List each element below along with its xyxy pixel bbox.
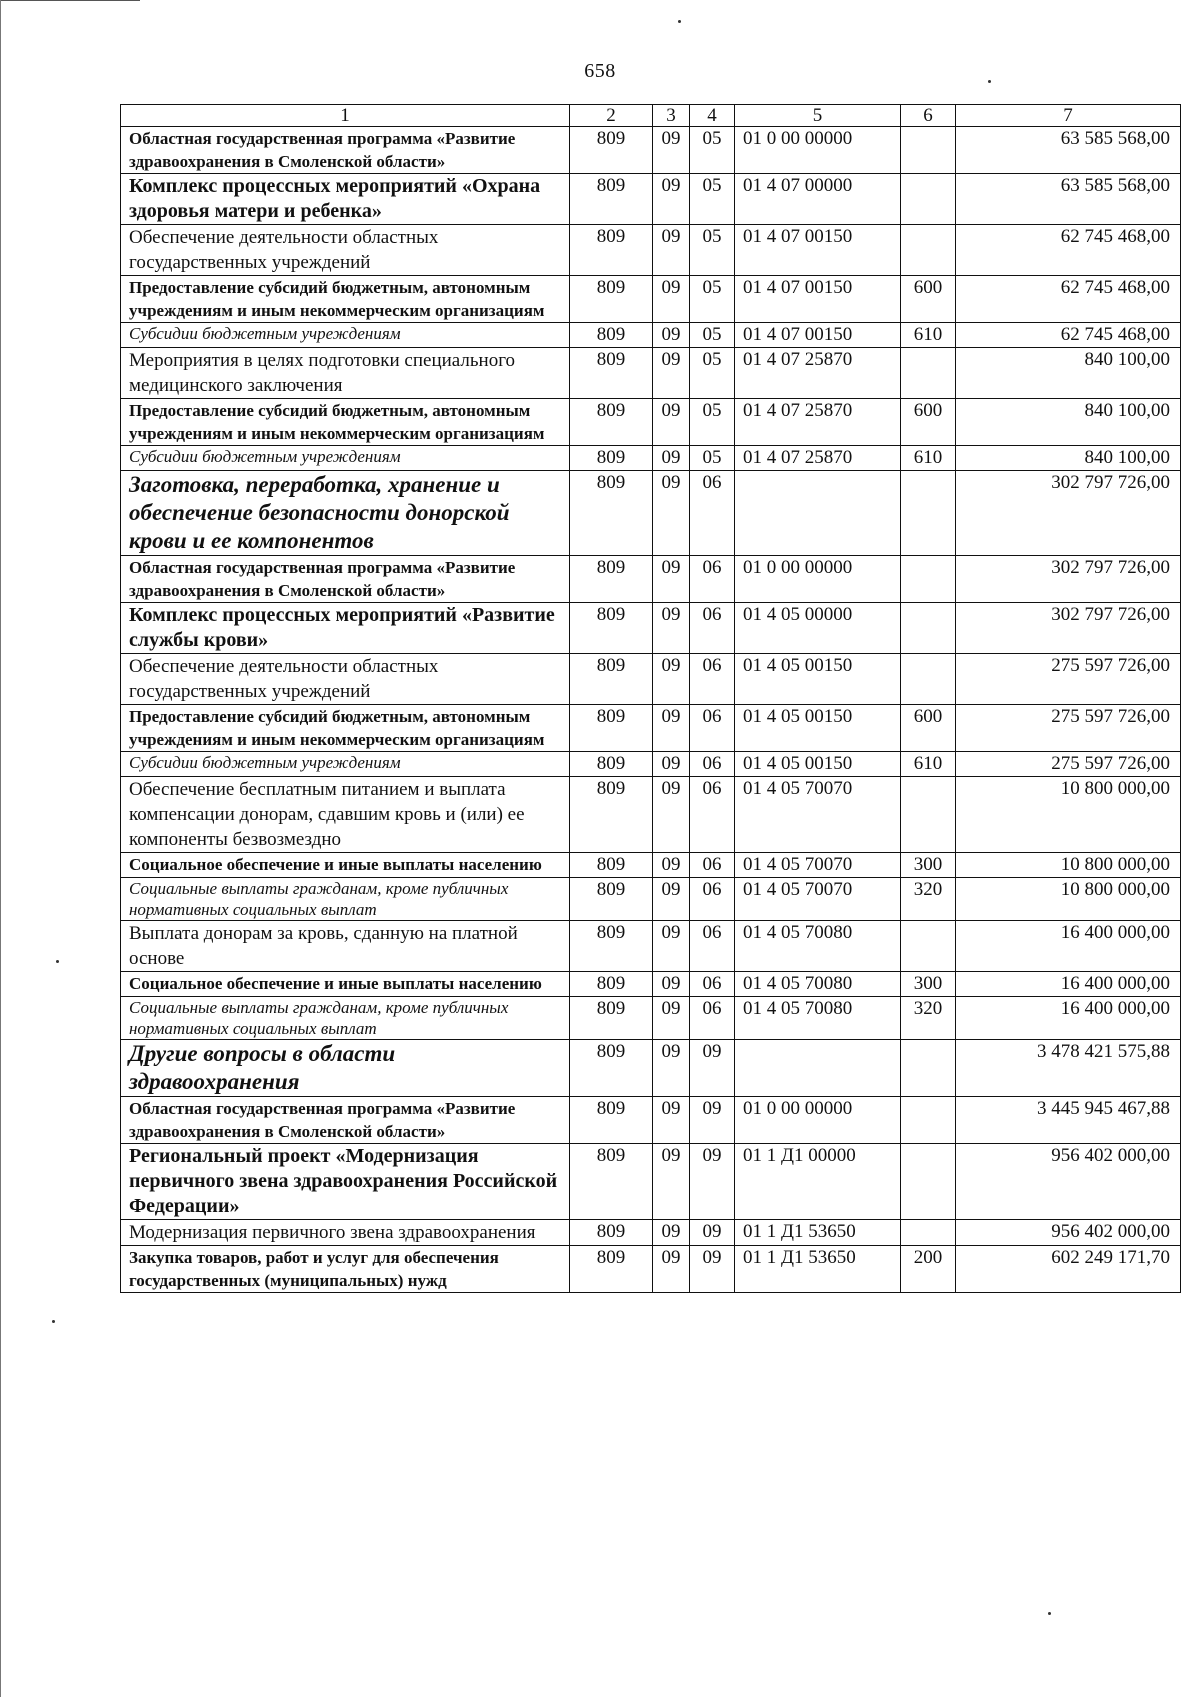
column-header: 2 [570, 105, 653, 127]
row-target-code: 01 0 00 00000 [735, 556, 901, 603]
table-row [121, 752, 1181, 777]
row-name-cell: Социальное обеспечение и иные выплаты населению [121, 853, 570, 878]
row-target-code: 01 4 05 00150 [735, 654, 901, 705]
row-subsection-code: 05 [690, 323, 735, 348]
row-section-code: 09 [653, 348, 690, 399]
row-expense-type [901, 603, 956, 654]
row-name-cell: Социальное обеспечение и иные выплаты населению [121, 972, 570, 997]
row-expense-type: 300 [901, 853, 956, 878]
row-subsection-code: 06 [690, 471, 735, 556]
row-amount: 63 585 568,00 [956, 174, 1181, 225]
row-amount: 16 400 000,00 [956, 972, 1181, 997]
row-amount: 3 478 421 575,88 [956, 1040, 1181, 1097]
row-target-code: 01 0 00 00000 [735, 127, 901, 174]
table-row [121, 127, 1181, 174]
table-row [121, 323, 1181, 348]
row-expense-type: 600 [901, 399, 956, 446]
row-name-cell: Областная государственная программа «Развитие здравоохранения в Смоленской области» [121, 127, 570, 174]
row-subsection-code: 09 [690, 1246, 735, 1293]
row-name-cell: Комплекс процессных мероприятий «Охрана здоровья матери и ребенка» [121, 174, 570, 225]
row-name-cell: Мероприятия в целях подготовки специального медицинского заключения [121, 348, 570, 399]
row-admin-code: 809 [570, 921, 653, 972]
row-amount: 275 597 726,00 [956, 752, 1181, 777]
row-expense-type [901, 471, 956, 556]
table-row [121, 878, 1181, 921]
row-subsection-code: 05 [690, 399, 735, 446]
row-expense-type [901, 225, 956, 276]
row-section-code: 09 [653, 276, 690, 323]
row-admin-code: 809 [570, 1220, 653, 1246]
row-section-code: 09 [653, 225, 690, 276]
row-target-code: 01 4 05 70080 [735, 972, 901, 997]
row-admin-code: 809 [570, 853, 653, 878]
row-target-code: 01 4 05 00150 [735, 705, 901, 752]
row-target-code: 01 4 05 70080 [735, 997, 901, 1040]
row-name-cell: Предоставление субсидий бюджетным, автономным учреждениям и иным некоммерческим организациям [121, 276, 570, 323]
table-body [121, 127, 1181, 1293]
table-row [121, 921, 1181, 972]
row-name-cell: Обеспечение деятельности областных государственных учреждений [121, 225, 570, 276]
row-section-code: 09 [653, 878, 690, 921]
row-amount: 840 100,00 [956, 348, 1181, 399]
scan-speck [52, 1320, 55, 1323]
row-name-cell: Обеспечение деятельности областных государственных учреждений [121, 654, 570, 705]
row-target-code: 01 4 07 25870 [735, 399, 901, 446]
row-section-code: 09 [653, 1144, 690, 1220]
table-row [121, 471, 1181, 556]
row-expense-type [901, 1220, 956, 1246]
row-target-code: 01 4 07 00150 [735, 225, 901, 276]
row-admin-code: 809 [570, 399, 653, 446]
row-expense-type: 320 [901, 878, 956, 921]
row-expense-type: 200 [901, 1246, 956, 1293]
row-amount: 16 400 000,00 [956, 921, 1181, 972]
row-expense-type: 600 [901, 276, 956, 323]
row-subsection-code: 06 [690, 556, 735, 603]
table-row [121, 603, 1181, 654]
row-name-cell: Предоставление субсидий бюджетным, автономным учреждениям и иным некоммерческим организациям [121, 705, 570, 752]
row-subsection-code: 06 [690, 921, 735, 972]
row-amount: 63 585 568,00 [956, 127, 1181, 174]
table-row [121, 853, 1181, 878]
column-header: 3 [653, 105, 690, 127]
row-amount: 10 800 000,00 [956, 777, 1181, 853]
table-row [121, 777, 1181, 853]
row-subsection-code: 06 [690, 853, 735, 878]
scan-speck [678, 20, 681, 23]
column-header: 1 [121, 105, 570, 127]
row-expense-type: 600 [901, 705, 956, 752]
row-name-cell: Социальные выплаты гражданам, кроме публичных нормативных социальных выплат [121, 997, 570, 1040]
row-section-code: 09 [653, 127, 690, 174]
row-name-cell: Заготовка, переработка, хранение и обеспечение безопасности донорской крови и ее компонентов [121, 471, 570, 556]
row-expense-type [901, 1144, 956, 1220]
row-subsection-code: 09 [690, 1097, 735, 1144]
table-row [121, 1097, 1181, 1144]
row-name-cell: Другие вопросы в области здравоохранения [121, 1040, 570, 1097]
table-row [121, 654, 1181, 705]
table-row [121, 1220, 1181, 1246]
row-name-cell: Областная государственная программа «Развитие здравоохранения в Смоленской области» [121, 1097, 570, 1144]
row-name-cell: Обеспечение бесплатным питанием и выплата компенсации донорам, сдавшим кровь и (или) ее компоненты безвозмездно [121, 777, 570, 853]
column-header: 5 [735, 105, 901, 127]
row-amount: 62 745 468,00 [956, 225, 1181, 276]
row-subsection-code: 06 [690, 997, 735, 1040]
row-subsection-code: 06 [690, 705, 735, 752]
row-name-cell: Субсидии бюджетным учреждениям [121, 752, 570, 777]
row-amount: 10 800 000,00 [956, 878, 1181, 921]
row-target-code: 01 4 05 70070 [735, 777, 901, 853]
row-target-code: 01 4 07 00150 [735, 323, 901, 348]
row-subsection-code: 09 [690, 1220, 735, 1246]
table-row [121, 348, 1181, 399]
row-subsection-code: 09 [690, 1040, 735, 1097]
row-target-code: 01 1 Д1 53650 [735, 1220, 901, 1246]
row-admin-code: 809 [570, 878, 653, 921]
row-section-code: 09 [653, 603, 690, 654]
row-name-cell: Социальные выплаты гражданам, кроме публичных нормативных социальных выплат [121, 878, 570, 921]
row-amount: 62 745 468,00 [956, 323, 1181, 348]
scan-edge-left [0, 0, 1, 1697]
row-target-code [735, 1040, 901, 1097]
row-admin-code: 809 [570, 323, 653, 348]
row-amount: 302 797 726,00 [956, 471, 1181, 556]
table-row [121, 1144, 1181, 1220]
row-target-code: 01 4 05 00000 [735, 603, 901, 654]
row-amount: 840 100,00 [956, 446, 1181, 471]
table-row [121, 972, 1181, 997]
row-name-cell: Субсидии бюджетным учреждениям [121, 446, 570, 471]
row-admin-code: 809 [570, 1144, 653, 1220]
row-admin-code: 809 [570, 997, 653, 1040]
row-target-code: 01 4 05 00150 [735, 752, 901, 777]
row-target-code: 01 4 07 25870 [735, 348, 901, 399]
row-expense-type [901, 921, 956, 972]
row-amount: 275 597 726,00 [956, 705, 1181, 752]
row-amount: 302 797 726,00 [956, 603, 1181, 654]
row-section-code: 09 [653, 471, 690, 556]
row-subsection-code: 09 [690, 1144, 735, 1220]
row-section-code: 09 [653, 654, 690, 705]
row-target-code: 01 0 00 00000 [735, 1097, 901, 1144]
row-admin-code: 809 [570, 603, 653, 654]
column-header: 4 [690, 105, 735, 127]
row-subsection-code: 06 [690, 878, 735, 921]
table-row [121, 225, 1181, 276]
table-row [121, 446, 1181, 471]
row-amount: 62 745 468,00 [956, 276, 1181, 323]
row-name-cell: Субсидии бюджетным учреждениям [121, 323, 570, 348]
row-expense-type [901, 654, 956, 705]
row-subsection-code: 05 [690, 276, 735, 323]
row-name-cell: Закупка товаров, работ и услуг для обеспечения государственных (муниципальных) нужд [121, 1246, 570, 1293]
table-row [121, 174, 1181, 225]
row-admin-code: 809 [570, 471, 653, 556]
row-section-code: 09 [653, 752, 690, 777]
row-section-code: 09 [653, 446, 690, 471]
row-admin-code: 809 [570, 777, 653, 853]
row-name-cell: Выплата донорам за кровь, сданную на платной основе [121, 921, 570, 972]
row-section-code: 09 [653, 1040, 690, 1097]
row-subsection-code: 05 [690, 348, 735, 399]
row-expense-type [901, 127, 956, 174]
page-number: 658 [584, 60, 616, 82]
row-expense-type [901, 1097, 956, 1144]
row-section-code: 09 [653, 174, 690, 225]
row-section-code: 09 [653, 1246, 690, 1293]
row-admin-code: 809 [570, 972, 653, 997]
row-admin-code: 809 [570, 348, 653, 399]
row-admin-code: 809 [570, 174, 653, 225]
row-subsection-code: 06 [690, 654, 735, 705]
row-admin-code: 809 [570, 556, 653, 603]
column-header: 7 [956, 105, 1181, 127]
row-subsection-code: 06 [690, 603, 735, 654]
row-subsection-code: 05 [690, 225, 735, 276]
scan-speck [1048, 1612, 1051, 1615]
budget-table [120, 104, 1181, 1293]
row-subsection-code: 06 [690, 972, 735, 997]
row-amount: 3 445 945 467,88 [956, 1097, 1181, 1144]
table-row [121, 276, 1181, 323]
row-section-code: 09 [653, 777, 690, 853]
row-subsection-code: 05 [690, 446, 735, 471]
row-name-cell: Модернизация первичного звена здравоохранения [121, 1220, 570, 1246]
row-amount: 840 100,00 [956, 399, 1181, 446]
row-subsection-code: 05 [690, 174, 735, 225]
row-admin-code: 809 [570, 446, 653, 471]
row-section-code: 09 [653, 997, 690, 1040]
row-target-code: 01 4 07 00000 [735, 174, 901, 225]
row-admin-code: 809 [570, 752, 653, 777]
row-section-code: 09 [653, 399, 690, 446]
row-amount: 275 597 726,00 [956, 654, 1181, 705]
row-expense-type: 320 [901, 997, 956, 1040]
row-admin-code: 809 [570, 127, 653, 174]
row-section-code: 09 [653, 556, 690, 603]
row-target-code: 01 4 07 00150 [735, 276, 901, 323]
row-target-code: 01 4 05 70080 [735, 921, 901, 972]
row-expense-type [901, 777, 956, 853]
row-section-code: 09 [653, 323, 690, 348]
row-expense-type [901, 348, 956, 399]
table-row [121, 997, 1181, 1040]
row-expense-type: 610 [901, 752, 956, 777]
row-expense-type [901, 556, 956, 603]
row-expense-type: 300 [901, 972, 956, 997]
scan-edge-top [0, 0, 140, 1]
table-row [121, 1246, 1181, 1293]
row-section-code: 09 [653, 972, 690, 997]
row-admin-code: 809 [570, 1246, 653, 1293]
row-admin-code: 809 [570, 1040, 653, 1097]
row-section-code: 09 [653, 1220, 690, 1246]
column-number-row [121, 105, 1181, 127]
row-subsection-code: 06 [690, 752, 735, 777]
row-admin-code: 809 [570, 654, 653, 705]
row-amount: 16 400 000,00 [956, 997, 1181, 1040]
row-expense-type: 610 [901, 446, 956, 471]
row-section-code: 09 [653, 1097, 690, 1144]
row-name-cell: Предоставление субсидий бюджетным, автономным учреждениям и иным некоммерческим организациям [121, 399, 570, 446]
row-admin-code: 809 [570, 1097, 653, 1144]
row-admin-code: 809 [570, 276, 653, 323]
row-admin-code: 809 [570, 705, 653, 752]
row-name-cell: Областная государственная программа «Развитие здравоохранения в Смоленской области» [121, 556, 570, 603]
row-expense-type: 610 [901, 323, 956, 348]
row-expense-type [901, 1040, 956, 1097]
row-target-code [735, 471, 901, 556]
row-name-cell: Региональный проект «Модернизация первичного звена здравоохранения Российской Федерации» [121, 1144, 570, 1220]
row-amount: 10 800 000,00 [956, 853, 1181, 878]
row-subsection-code: 06 [690, 777, 735, 853]
row-target-code: 01 1 Д1 53650 [735, 1246, 901, 1293]
row-target-code: 01 4 05 70070 [735, 853, 901, 878]
row-section-code: 09 [653, 705, 690, 752]
row-target-code: 01 4 05 70070 [735, 878, 901, 921]
row-name-cell: Комплекс процессных мероприятий «Развитие службы крови» [121, 603, 570, 654]
table-row [121, 556, 1181, 603]
table-row [121, 1040, 1181, 1097]
table-row [121, 705, 1181, 752]
row-section-code: 09 [653, 853, 690, 878]
row-section-code: 09 [653, 921, 690, 972]
row-subsection-code: 05 [690, 127, 735, 174]
row-admin-code: 809 [570, 225, 653, 276]
row-target-code: 01 4 07 25870 [735, 446, 901, 471]
scan-speck [56, 960, 59, 963]
row-amount: 956 402 000,00 [956, 1144, 1181, 1220]
column-header: 6 [901, 105, 956, 127]
row-amount: 956 402 000,00 [956, 1220, 1181, 1246]
row-amount: 602 249 171,70 [956, 1246, 1181, 1293]
row-expense-type [901, 174, 956, 225]
row-target-code: 01 1 Д1 00000 [735, 1144, 901, 1220]
row-amount: 302 797 726,00 [956, 556, 1181, 603]
table-row [121, 399, 1181, 446]
